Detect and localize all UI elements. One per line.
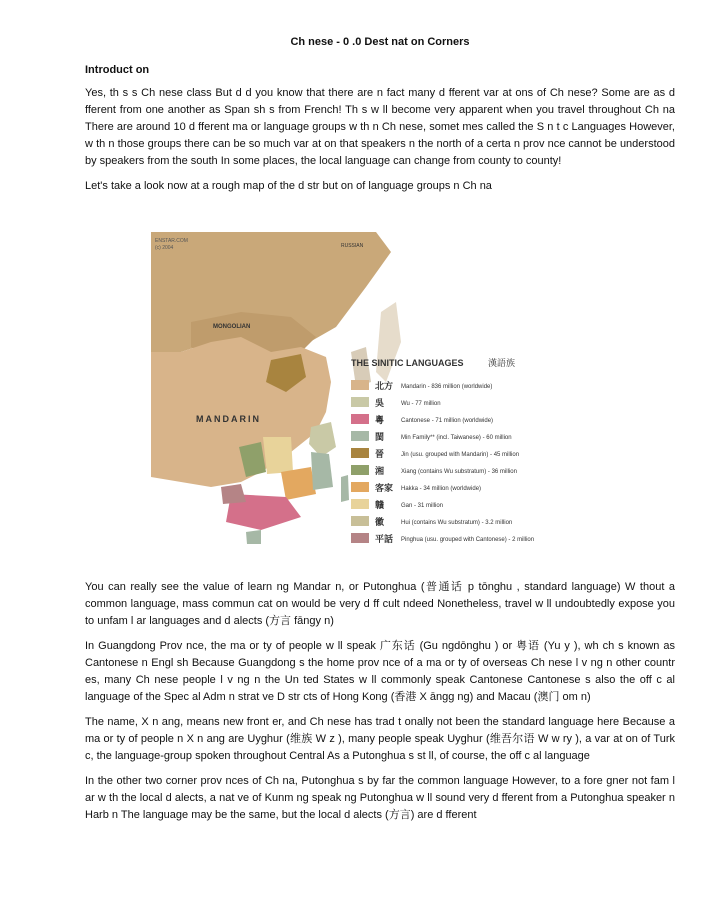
legend-swatch — [351, 465, 369, 475]
legend-swatch — [351, 499, 369, 509]
intro-heading: Introduct on — [85, 64, 150, 76]
legend-swatch — [351, 448, 369, 458]
legend-cjk-label: 徽 — [375, 518, 385, 528]
sinitic-languages-map — [151, 232, 608, 554]
legend-label: Jin (usu. grouped with Mandarin) - 45 million — [401, 452, 520, 458]
legend-swatch — [351, 516, 369, 526]
map-region-hakka — [281, 467, 316, 500]
legend-swatch — [351, 380, 369, 390]
legend-label: Hui (contains Wu substratum) - 3.2 million — [401, 520, 513, 526]
map-label-russian: RUSSIAN — [341, 243, 364, 249]
legend-label: Cantonese - 71 million (worldwide) — [401, 418, 494, 424]
legend-label: Min Family** (incl. Taiwanese) - 60 million — [401, 435, 512, 441]
paragraph-4: In Guangdong Prov nce, the ma or ty of people w ll speak 广东话 (Gu ngdōnghu ) or 粤语 (Yu y ), wh ch s known as Cantonese n Engl sh Because Guangdong s the home prov nce of a ma or ty of overseas Ch nese l v ng n other countr es, many Ch nese people l v ng n the Un ted States w ll commonly speak Cantonese Cantonese s also the off c al language of the Spec al Adm n strat ve D str cts of Hong Kong (香港 X āngg ng) and Macau (澳门 om n) — [85, 640, 675, 703]
legend-label: Gan - 31 million — [401, 503, 444, 509]
document-title: Ch nese - 0 .0 Dest nat on Corners — [290, 36, 470, 48]
paragraph-2: Let's take a look now at a rough map of the d str but on of language groups n Ch na — [85, 180, 492, 192]
paragraph-1: Yes, th s s Ch nese class But d d you know that there are n fact many d fferent var at ons of Ch nese? Some are as d fferent from one another as Span sh s from French! Th s w ll become very apparent when you travel throughout Ch na There are around 10 d fferent ma or language groups w th n Ch nese, somet mes called the S n t c Languages However, w th n those groups there can be so much var at on that speakers n the north of a certa n prov nce cannot be understood by speakers from the south In some places, the local language can change from county to county! — [85, 87, 675, 167]
legend-cjk-label: 客家 — [375, 484, 394, 494]
legend-cjk-label: 粵 — [375, 416, 385, 426]
legend-cjk-label: 吳 — [375, 399, 385, 409]
legend-swatch — [351, 533, 369, 543]
legend-cjk-label: 平話 — [375, 535, 394, 545]
legend-swatch — [351, 397, 369, 407]
legend-cjk-label: 晉 — [375, 450, 385, 460]
legend-label: Xiang (contains Wu substratum) - 36 million — [401, 469, 517, 475]
map-region-gan — [263, 437, 293, 474]
legend-label: Pinghua (usu. grouped with Cantonese) - 2 million — [401, 537, 535, 543]
paragraph-3: You can really see the value of learn ng Mandar n, or Putonghua (普通话 p tōnghu , standard language) W thout a common language, mass commun cat on would be very d ff cult ndeed Nonetheless, travel w ll undoubtedly expose you to unfam l ar languages and d alects (方言 fāngy n) — [85, 581, 675, 627]
legend-swatch — [351, 482, 369, 492]
paragraph-6: In the other two corner prov nces of Ch na, Putonghua s by far the common language However, to a fore gner not fam l ar w th the local d alects, a nat ve of Kunm ng speak ng Putonghua w ll sound very d fferent from a Putonghua speaker n Harb n The language may be the same, but the local d alects (方言) are d fferent — [85, 775, 675, 821]
legend-label: Hakka - 34 million (worldwide) — [401, 486, 482, 492]
legend-cjk-label: 閩 — [375, 433, 385, 443]
map-region-hainan — [246, 530, 261, 544]
legend-cjk-label: 北方 — [375, 382, 394, 392]
legend-label: Mandarin - 836 million (worldwide) — [401, 384, 493, 390]
paragraph-5: The name, X n ang, means new front er, and Ch nese has trad t onally not been the standard language here Because a ma or ty of people n X n ang are Uyghur (维族 W z ), many people speak Uyghur (维吾尔语 W w ry ), a var at on of Turk c, the language-group spoken throughout Central As a Putonghua s st ll, of course, the off c al language — [85, 716, 675, 762]
legend-cjk-label: 湘 — [375, 467, 385, 477]
document-lower — [85, 579, 675, 832]
legend-label: Wu - 77 million — [401, 401, 441, 407]
map-legend-title: THE SINITIC LANGUAGES — [351, 358, 464, 368]
map-region-taiwan — [341, 475, 349, 502]
map-legend-title-cjk: 漢語族 — [488, 359, 516, 369]
document-page — [85, 36, 675, 203]
map-credit-line1: ENSTAR.COM — [155, 238, 188, 244]
map-label-mongolian: MONGOLIAN — [213, 324, 251, 330]
legend-cjk-label: 贛 — [375, 501, 385, 511]
map-label-mandarin: MANDARIN — [196, 414, 261, 424]
map-credit-line2: (c) 2004 — [155, 245, 174, 251]
legend-swatch — [351, 414, 369, 424]
legend-swatch — [351, 431, 369, 441]
